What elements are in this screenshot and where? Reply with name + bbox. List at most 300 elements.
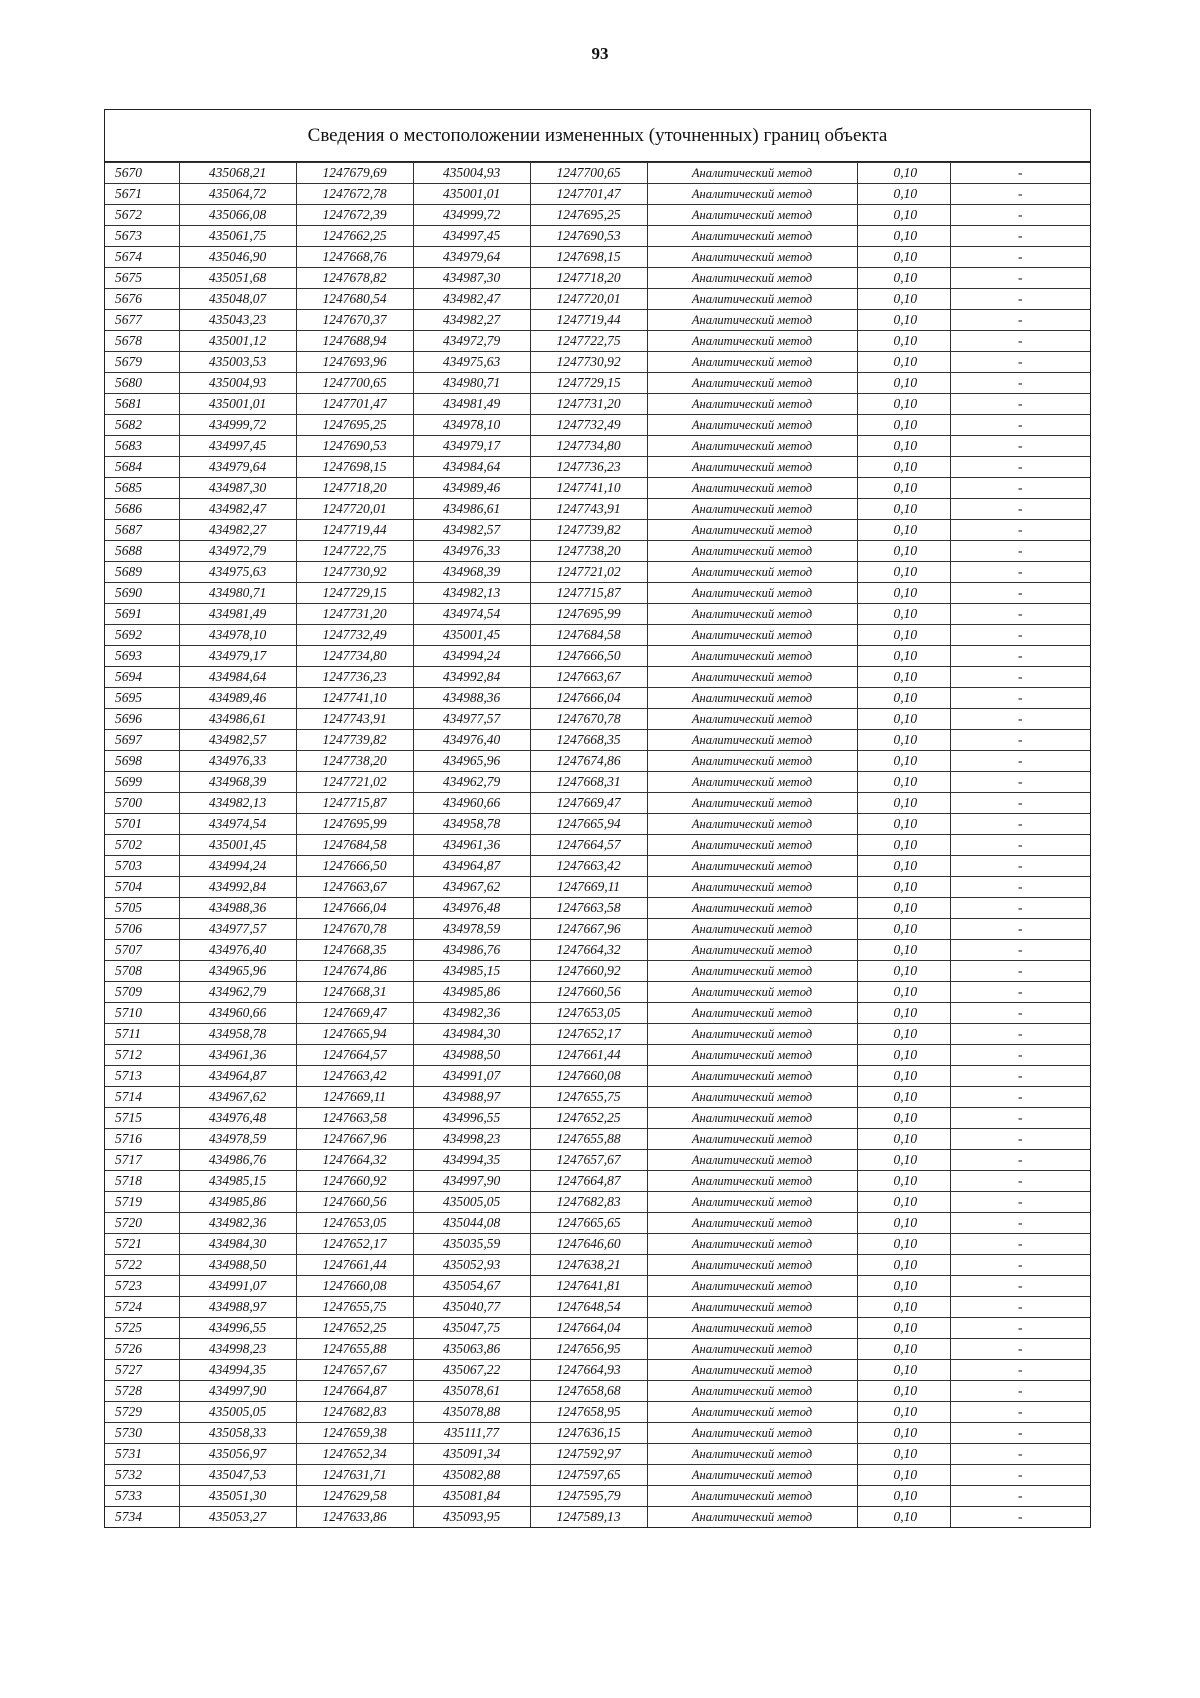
point-number: 5728 (105, 1381, 179, 1402)
remark-cell: - (950, 1318, 1090, 1339)
accuracy-cell: 0,10 (857, 352, 950, 373)
accuracy-cell: 0,10 (857, 562, 950, 583)
x-coordinate-old: 434986,76 (179, 1150, 296, 1171)
x-coordinate-new: 434998,23 (413, 1129, 530, 1150)
method-cell: Аналитический метод (647, 1024, 857, 1045)
y-coordinate-new: 1247668,31 (530, 772, 647, 793)
method-cell: Аналитический метод (647, 1108, 857, 1129)
x-coordinate-old: 434985,86 (179, 1192, 296, 1213)
y-coordinate-old: 1247682,83 (296, 1402, 413, 1423)
method-cell: Аналитический метод (647, 646, 857, 667)
x-coordinate-old: 434994,24 (179, 856, 296, 877)
y-coordinate-old: 1247695,25 (296, 415, 413, 436)
remark-cell: - (950, 1444, 1090, 1465)
y-coordinate-old: 1247662,25 (296, 226, 413, 247)
x-coordinate-old: 434982,47 (179, 499, 296, 520)
x-coordinate-new: 435044,08 (413, 1213, 530, 1234)
table-row (105, 562, 1090, 583)
method-cell: Аналитический метод (647, 667, 857, 688)
y-coordinate-old: 1247732,49 (296, 625, 413, 646)
y-coordinate-new: 1247656,95 (530, 1339, 647, 1360)
point-number: 5705 (105, 898, 179, 919)
point-number: 5691 (105, 604, 179, 625)
accuracy-cell: 0,10 (857, 1507, 950, 1528)
x-coordinate-old: 434976,48 (179, 1108, 296, 1129)
method-cell: Аналитический метод (647, 1255, 857, 1276)
y-coordinate-old: 1247668,76 (296, 247, 413, 268)
method-cell: Аналитический метод (647, 436, 857, 457)
x-coordinate-new: 434994,24 (413, 646, 530, 667)
remark-cell: - (950, 1507, 1090, 1528)
x-coordinate-old: 434982,13 (179, 793, 296, 814)
point-number: 5720 (105, 1213, 179, 1234)
y-coordinate-old: 1247690,53 (296, 436, 413, 457)
remark-cell: - (950, 1360, 1090, 1381)
accuracy-cell: 0,10 (857, 793, 950, 814)
method-cell: Аналитический метод (647, 688, 857, 709)
method-cell: Аналитический метод (647, 1129, 857, 1150)
table-row (105, 1486, 1090, 1507)
remark-cell: - (950, 793, 1090, 814)
point-number: 5677 (105, 310, 179, 331)
method-cell: Аналитический метод (647, 352, 857, 373)
remark-cell: - (950, 1003, 1090, 1024)
y-coordinate-new: 1247664,57 (530, 835, 647, 856)
y-coordinate-old: 1247665,94 (296, 1024, 413, 1045)
method-cell: Аналитический метод (647, 226, 857, 247)
point-number: 5729 (105, 1402, 179, 1423)
method-cell: Аналитический метод (647, 1423, 857, 1444)
point-number: 5673 (105, 226, 179, 247)
x-coordinate-old: 434980,71 (179, 583, 296, 604)
accuracy-cell: 0,10 (857, 1465, 950, 1486)
x-coordinate-new: 434984,30 (413, 1024, 530, 1045)
remark-cell: - (950, 1024, 1090, 1045)
x-coordinate-old: 434984,64 (179, 667, 296, 688)
method-cell: Аналитический метод (647, 247, 857, 268)
remark-cell: - (950, 436, 1090, 457)
x-coordinate-new: 434972,79 (413, 331, 530, 352)
y-coordinate-old: 1247657,67 (296, 1360, 413, 1381)
point-number: 5712 (105, 1045, 179, 1066)
x-coordinate-new: 435063,86 (413, 1339, 530, 1360)
method-cell: Аналитический метод (647, 1150, 857, 1171)
point-number: 5724 (105, 1297, 179, 1318)
y-coordinate-old: 1247695,99 (296, 814, 413, 835)
y-coordinate-new: 1247732,49 (530, 415, 647, 436)
x-coordinate-new: 435093,95 (413, 1507, 530, 1528)
x-coordinate-new: 434964,87 (413, 856, 530, 877)
remark-cell: - (950, 961, 1090, 982)
method-cell: Аналитический метод (647, 1234, 857, 1255)
y-coordinate-old: 1247701,47 (296, 394, 413, 415)
x-coordinate-old: 434982,36 (179, 1213, 296, 1234)
accuracy-cell: 0,10 (857, 1003, 950, 1024)
method-cell: Аналитический метод (647, 772, 857, 793)
remark-cell: - (950, 310, 1090, 331)
method-cell: Аналитический метод (647, 877, 857, 898)
y-coordinate-old: 1247668,31 (296, 982, 413, 1003)
x-coordinate-new: 434984,64 (413, 457, 530, 478)
x-coordinate-old: 435046,90 (179, 247, 296, 268)
point-number: 5676 (105, 289, 179, 310)
x-coordinate-new: 434996,55 (413, 1108, 530, 1129)
point-number: 5685 (105, 478, 179, 499)
x-coordinate-old: 434982,57 (179, 730, 296, 751)
accuracy-cell: 0,10 (857, 604, 950, 625)
x-coordinate-old: 434986,61 (179, 709, 296, 730)
remark-cell: - (950, 919, 1090, 940)
x-coordinate-old: 434976,40 (179, 940, 296, 961)
x-coordinate-new: 434982,57 (413, 520, 530, 541)
x-coordinate-old: 435004,93 (179, 373, 296, 394)
y-coordinate-new: 1247695,99 (530, 604, 647, 625)
y-coordinate-old: 1247629,58 (296, 1486, 413, 1507)
remark-cell: - (950, 1402, 1090, 1423)
x-coordinate-old: 434985,15 (179, 1171, 296, 1192)
y-coordinate-new: 1247652,17 (530, 1024, 647, 1045)
x-coordinate-old: 434962,79 (179, 982, 296, 1003)
x-coordinate-new: 434986,61 (413, 499, 530, 520)
y-coordinate-new: 1247684,58 (530, 625, 647, 646)
point-number: 5680 (105, 373, 179, 394)
remark-cell: - (950, 520, 1090, 541)
y-coordinate-old: 1247700,65 (296, 373, 413, 394)
y-coordinate-new: 1247730,92 (530, 352, 647, 373)
remark-cell: - (950, 562, 1090, 583)
remark-cell: - (950, 730, 1090, 751)
x-coordinate-new: 434974,54 (413, 604, 530, 625)
y-coordinate-new: 1247660,92 (530, 961, 647, 982)
y-coordinate-old: 1247663,42 (296, 1066, 413, 1087)
x-coordinate-old: 434967,62 (179, 1087, 296, 1108)
accuracy-cell: 0,10 (857, 583, 950, 604)
method-cell: Аналитический метод (647, 1318, 857, 1339)
x-coordinate-old: 435043,23 (179, 310, 296, 331)
method-cell: Аналитический метод (647, 919, 857, 940)
y-coordinate-new: 1247666,50 (530, 646, 647, 667)
table-row (105, 919, 1090, 940)
y-coordinate-new: 1247646,60 (530, 1234, 647, 1255)
x-coordinate-old: 435005,05 (179, 1402, 296, 1423)
y-coordinate-old: 1247669,47 (296, 1003, 413, 1024)
remark-cell: - (950, 184, 1090, 205)
table-row (105, 898, 1090, 919)
y-coordinate-new: 1247652,25 (530, 1108, 647, 1129)
x-coordinate-new: 434988,50 (413, 1045, 530, 1066)
y-coordinate-old: 1247655,75 (296, 1297, 413, 1318)
x-coordinate-new: 434975,63 (413, 352, 530, 373)
point-number: 5689 (105, 562, 179, 583)
y-coordinate-new: 1247666,04 (530, 688, 647, 709)
remark-cell: - (950, 1108, 1090, 1129)
remark-cell: - (950, 1192, 1090, 1213)
point-number: 5707 (105, 940, 179, 961)
x-coordinate-new: 435082,88 (413, 1465, 530, 1486)
y-coordinate-old: 1247715,87 (296, 793, 413, 814)
accuracy-cell: 0,10 (857, 205, 950, 226)
table-row (105, 1360, 1090, 1381)
x-coordinate-old: 434992,84 (179, 877, 296, 898)
table-row (105, 1276, 1090, 1297)
y-coordinate-old: 1247734,80 (296, 646, 413, 667)
accuracy-cell: 0,10 (857, 226, 950, 247)
method-cell: Аналитический метод (647, 310, 857, 331)
method-cell: Аналитический метод (647, 1171, 857, 1192)
point-number: 5693 (105, 646, 179, 667)
method-cell: Аналитический метод (647, 1402, 857, 1423)
y-coordinate-new: 1247597,65 (530, 1465, 647, 1486)
x-coordinate-old: 434958,78 (179, 1024, 296, 1045)
accuracy-cell: 0,10 (857, 478, 950, 499)
point-number: 5714 (105, 1087, 179, 1108)
accuracy-cell: 0,10 (857, 1045, 950, 1066)
method-cell: Аналитический метод (647, 1444, 857, 1465)
y-coordinate-old: 1247663,67 (296, 877, 413, 898)
accuracy-cell: 0,10 (857, 625, 950, 646)
method-cell: Аналитический метод (647, 583, 857, 604)
accuracy-cell: 0,10 (857, 1087, 950, 1108)
x-coordinate-new: 434982,27 (413, 310, 530, 331)
accuracy-cell: 0,10 (857, 835, 950, 856)
method-cell: Аналитический метод (647, 499, 857, 520)
table-row (105, 436, 1090, 457)
accuracy-cell: 0,10 (857, 1402, 950, 1423)
table-row (105, 457, 1090, 478)
point-number: 5734 (105, 1507, 179, 1528)
x-coordinate-old: 435066,08 (179, 205, 296, 226)
point-number: 5717 (105, 1150, 179, 1171)
accuracy-cell: 0,10 (857, 163, 950, 184)
table-row (105, 1318, 1090, 1339)
y-coordinate-old: 1247655,88 (296, 1339, 413, 1360)
remark-cell: - (950, 814, 1090, 835)
y-coordinate-new: 1247638,21 (530, 1255, 647, 1276)
y-coordinate-new: 1247653,05 (530, 1003, 647, 1024)
y-coordinate-new: 1247648,54 (530, 1297, 647, 1318)
y-coordinate-old: 1247678,82 (296, 268, 413, 289)
y-coordinate-old: 1247721,02 (296, 772, 413, 793)
point-number: 5697 (105, 730, 179, 751)
method-cell: Аналитический метод (647, 457, 857, 478)
x-coordinate-old: 435056,97 (179, 1444, 296, 1465)
point-number: 5733 (105, 1486, 179, 1507)
point-number: 5708 (105, 961, 179, 982)
method-cell: Аналитический метод (647, 1507, 857, 1528)
x-coordinate-old: 434988,50 (179, 1255, 296, 1276)
method-cell: Аналитический метод (647, 982, 857, 1003)
accuracy-cell: 0,10 (857, 1381, 950, 1402)
table-row (105, 604, 1090, 625)
point-number: 5681 (105, 394, 179, 415)
accuracy-cell: 0,10 (857, 1234, 950, 1255)
x-coordinate-old: 434981,49 (179, 604, 296, 625)
y-coordinate-new: 1247700,65 (530, 163, 647, 184)
boundary-coordinates-table (104, 109, 1091, 1528)
accuracy-cell: 0,10 (857, 1255, 950, 1276)
accuracy-cell: 0,10 (857, 1129, 950, 1150)
y-coordinate-old: 1247664,57 (296, 1045, 413, 1066)
y-coordinate-old: 1247660,08 (296, 1276, 413, 1297)
x-coordinate-new: 434988,36 (413, 688, 530, 709)
x-coordinate-old: 434988,97 (179, 1297, 296, 1318)
y-coordinate-new: 1247670,78 (530, 709, 647, 730)
x-coordinate-new: 434979,17 (413, 436, 530, 457)
remark-cell: - (950, 1423, 1090, 1444)
y-coordinate-old: 1247722,75 (296, 541, 413, 562)
accuracy-cell: 0,10 (857, 877, 950, 898)
accuracy-cell: 0,10 (857, 688, 950, 709)
y-coordinate-new: 1247720,01 (530, 289, 647, 310)
y-coordinate-old: 1247684,58 (296, 835, 413, 856)
x-coordinate-new: 434967,62 (413, 877, 530, 898)
remark-cell: - (950, 352, 1090, 373)
y-coordinate-new: 1247589,13 (530, 1507, 647, 1528)
table-row (105, 1003, 1090, 1024)
x-coordinate-old: 435068,21 (179, 163, 296, 184)
table-row (105, 688, 1090, 709)
x-coordinate-new: 434968,39 (413, 562, 530, 583)
method-cell: Аналитический метод (647, 205, 857, 226)
table-row (105, 583, 1090, 604)
accuracy-cell: 0,10 (857, 394, 950, 415)
x-coordinate-old: 434972,79 (179, 541, 296, 562)
point-number: 5688 (105, 541, 179, 562)
method-cell: Аналитический метод (647, 1339, 857, 1360)
x-coordinate-old: 434968,39 (179, 772, 296, 793)
point-number: 5670 (105, 163, 179, 184)
y-coordinate-old: 1247680,54 (296, 289, 413, 310)
x-coordinate-old: 435048,07 (179, 289, 296, 310)
method-cell: Аналитический метод (647, 814, 857, 835)
x-coordinate-old: 434996,55 (179, 1318, 296, 1339)
table-row (105, 394, 1090, 415)
y-coordinate-new: 1247738,20 (530, 541, 647, 562)
table-row (105, 205, 1090, 226)
remark-cell: - (950, 268, 1090, 289)
point-number: 5726 (105, 1339, 179, 1360)
accuracy-cell: 0,10 (857, 898, 950, 919)
x-coordinate-new: 434965,96 (413, 751, 530, 772)
coordinates-grid (105, 162, 1090, 1527)
accuracy-cell: 0,10 (857, 772, 950, 793)
y-coordinate-new: 1247729,15 (530, 373, 647, 394)
accuracy-cell: 0,10 (857, 1297, 950, 1318)
point-number: 5674 (105, 247, 179, 268)
x-coordinate-new: 434982,36 (413, 1003, 530, 1024)
point-number: 5700 (105, 793, 179, 814)
accuracy-cell: 0,10 (857, 709, 950, 730)
y-coordinate-old: 1247670,78 (296, 919, 413, 940)
table-row (105, 1339, 1090, 1360)
x-coordinate-old: 434978,10 (179, 625, 296, 646)
x-coordinate-old: 434991,07 (179, 1276, 296, 1297)
y-coordinate-old: 1247719,44 (296, 520, 413, 541)
accuracy-cell: 0,10 (857, 1339, 950, 1360)
x-coordinate-new: 434988,97 (413, 1087, 530, 1108)
y-coordinate-new: 1247668,35 (530, 730, 647, 751)
remark-cell: - (950, 835, 1090, 856)
y-coordinate-new: 1247669,47 (530, 793, 647, 814)
method-cell: Аналитический метод (647, 1297, 857, 1318)
method-cell: Аналитический метод (647, 163, 857, 184)
remark-cell: - (950, 1171, 1090, 1192)
remark-cell: - (950, 373, 1090, 394)
y-coordinate-new: 1247660,08 (530, 1066, 647, 1087)
y-coordinate-old: 1247652,25 (296, 1318, 413, 1339)
table-row (105, 331, 1090, 352)
table-row (105, 520, 1090, 541)
method-cell: Аналитический метод (647, 1087, 857, 1108)
y-coordinate-old: 1247672,39 (296, 205, 413, 226)
x-coordinate-new: 435067,22 (413, 1360, 530, 1381)
method-cell: Аналитический метод (647, 268, 857, 289)
y-coordinate-new: 1247636,15 (530, 1423, 647, 1444)
remark-cell: - (950, 751, 1090, 772)
x-coordinate-old: 434988,36 (179, 898, 296, 919)
remark-cell: - (950, 898, 1090, 919)
x-coordinate-new: 434961,36 (413, 835, 530, 856)
y-coordinate-new: 1247722,75 (530, 331, 647, 352)
point-number: 5711 (105, 1024, 179, 1045)
y-coordinate-new: 1247663,42 (530, 856, 647, 877)
x-coordinate-new: 434997,45 (413, 226, 530, 247)
accuracy-cell: 0,10 (857, 289, 950, 310)
y-coordinate-old: 1247688,94 (296, 331, 413, 352)
y-coordinate-old: 1247729,15 (296, 583, 413, 604)
method-cell: Аналитический метод (647, 1486, 857, 1507)
x-coordinate-old: 434975,63 (179, 562, 296, 583)
x-coordinate-old: 434977,57 (179, 919, 296, 940)
x-coordinate-new: 434962,79 (413, 772, 530, 793)
y-coordinate-new: 1247657,67 (530, 1150, 647, 1171)
x-coordinate-old: 435003,53 (179, 352, 296, 373)
y-coordinate-new: 1247718,20 (530, 268, 647, 289)
x-coordinate-new: 435035,59 (413, 1234, 530, 1255)
table-row (105, 1507, 1090, 1528)
table-row (105, 1402, 1090, 1423)
x-coordinate-new: 434958,78 (413, 814, 530, 835)
y-coordinate-new: 1247664,93 (530, 1360, 647, 1381)
accuracy-cell: 0,10 (857, 1423, 950, 1444)
y-coordinate-new: 1247664,04 (530, 1318, 647, 1339)
remark-cell: - (950, 1213, 1090, 1234)
y-coordinate-old: 1247669,11 (296, 1087, 413, 1108)
method-cell: Аналитический метод (647, 562, 857, 583)
table-row (105, 184, 1090, 205)
x-coordinate-old: 435047,53 (179, 1465, 296, 1486)
y-coordinate-old: 1247693,96 (296, 352, 413, 373)
x-coordinate-new: 435078,61 (413, 1381, 530, 1402)
method-cell: Аналитический метод (647, 373, 857, 394)
y-coordinate-old: 1247731,20 (296, 604, 413, 625)
y-coordinate-old: 1247663,58 (296, 1108, 413, 1129)
table-row (105, 268, 1090, 289)
point-number: 5722 (105, 1255, 179, 1276)
method-cell: Аналитический метод (647, 709, 857, 730)
method-cell: Аналитический метод (647, 604, 857, 625)
table-row (105, 793, 1090, 814)
remark-cell: - (950, 1465, 1090, 1486)
accuracy-cell: 0,10 (857, 415, 950, 436)
table-row (105, 856, 1090, 877)
x-coordinate-old: 434987,30 (179, 478, 296, 499)
y-coordinate-new: 1247721,02 (530, 562, 647, 583)
y-coordinate-old: 1247668,35 (296, 940, 413, 961)
point-number: 5709 (105, 982, 179, 1003)
accuracy-cell: 0,10 (857, 247, 950, 268)
y-coordinate-old: 1247653,05 (296, 1213, 413, 1234)
